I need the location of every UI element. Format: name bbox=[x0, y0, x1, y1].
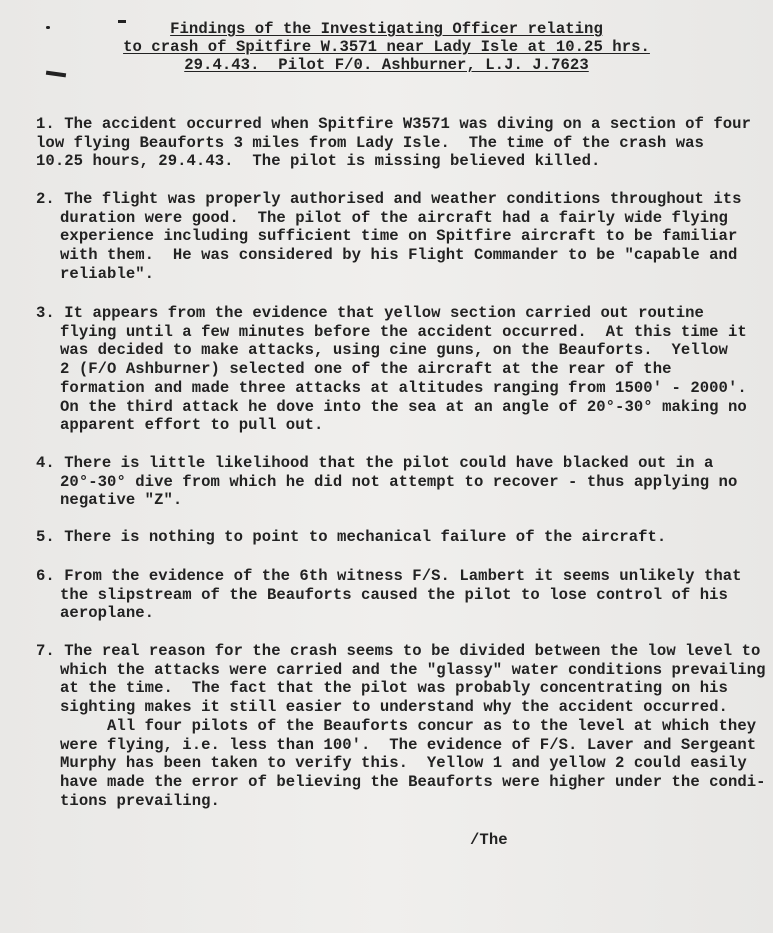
text-line: was decided to make attacks, using cine guns, on the Beauforts. Yellow bbox=[60, 341, 728, 360]
title-line: 29.4.43. Pilot F/0. Ashburner, L.J. J.7623 bbox=[184, 56, 589, 74]
text-line: with them. He was considered by his Flight Commander to be "capable and bbox=[60, 246, 738, 265]
text-line: 10.25 hours, 29.4.43. The pilot is missing believed killed. bbox=[36, 152, 601, 171]
text-line: 1. The accident occurred when Spitfire W3571 was diving on a section of four bbox=[36, 115, 751, 133]
text-line: Murphy has been taken to verify this. Yellow 1 and yellow 2 could easily bbox=[60, 754, 747, 773]
title-line: to crash of Spitfire W.3571 near Lady Isle at 10.25 hrs. bbox=[123, 38, 650, 56]
text-line: which the attacks were carried and the "glassy" water conditions prevailing bbox=[60, 660, 766, 679]
text-line: 3. It appears from the evidence that yellow section carried out routine bbox=[36, 304, 704, 322]
text-line: 4. There is little likelihood that the pilot could have blacked out in a bbox=[36, 454, 714, 472]
text-line: On the third attack he dove into the sea at an angle of 20°-30° making no bbox=[60, 397, 747, 416]
paragraph-6 bbox=[36, 567, 742, 623]
text-line: have made the error of believing the Beauforts were higher under the condi- bbox=[60, 772, 766, 791]
text-line: negative "Z". bbox=[60, 491, 183, 510]
text-line: apparent effort to pull out. bbox=[60, 416, 324, 435]
text-line: aeroplane. bbox=[60, 604, 155, 623]
text-line: flying until a few minutes before the accident occurred. At this time it bbox=[60, 322, 747, 341]
text-line: 2 (F/O Ashburner) selected one of the aircraft at the rear of the bbox=[60, 360, 672, 379]
paragraph-5 bbox=[36, 528, 666, 547]
text-line: 7. The real reason for the crash seems to be divided between the low level to bbox=[36, 642, 761, 660]
text-line: reliable". bbox=[60, 264, 155, 283]
text-line: formation and made three attacks at altitudes ranging from 1500' - 2000'. bbox=[60, 378, 747, 397]
text-line: 5. There is nothing to point to mechanical failure of the aircraft. bbox=[36, 528, 667, 546]
text-line: 2. The flight was properly authorised and weather conditions throughout its bbox=[36, 190, 742, 208]
text-line: the slipstream of the Beauforts caused the pilot to lose control of his bbox=[60, 585, 728, 604]
text-line: were flying, i.e. less than 100'. The evidence of F/S. Laver and Sergeant bbox=[60, 735, 757, 754]
paragraph-7 bbox=[36, 642, 766, 810]
paragraph-3 bbox=[36, 304, 747, 435]
catchword: /The bbox=[470, 831, 508, 849]
text-line: low flying Beauforts 3 miles from Lady Isle. The time of the crash was bbox=[36, 133, 704, 152]
paragraph-1 bbox=[36, 115, 751, 171]
paragraph-4 bbox=[36, 454, 737, 510]
paragraph-2 bbox=[36, 190, 742, 284]
text-line: All four pilots of the Beauforts concur as to the level at which they bbox=[107, 716, 757, 735]
text-line: experience including sufficient time on Spitfire aircraft to be familiar bbox=[60, 227, 738, 246]
text-line: tions prevailing. bbox=[60, 791, 220, 810]
title-line: Findings of the Investigating Officer relating bbox=[170, 20, 603, 38]
text-line: 6. From the evidence of the 6th witness F/S. Lambert it seems unlikely that bbox=[36, 567, 742, 585]
text-line: 20°-30° dive from which he did not attempt to recover - thus applying no bbox=[60, 472, 738, 491]
text-line: at the time. The fact that the pilot was probably concentrating on his bbox=[60, 679, 728, 698]
document-title bbox=[0, 20, 773, 74]
text-line: sighting makes it still easier to understand why the accident occurred. bbox=[60, 698, 728, 717]
text-line: duration were good. The pilot of the aircraft had a fairly wide flying bbox=[60, 208, 728, 227]
